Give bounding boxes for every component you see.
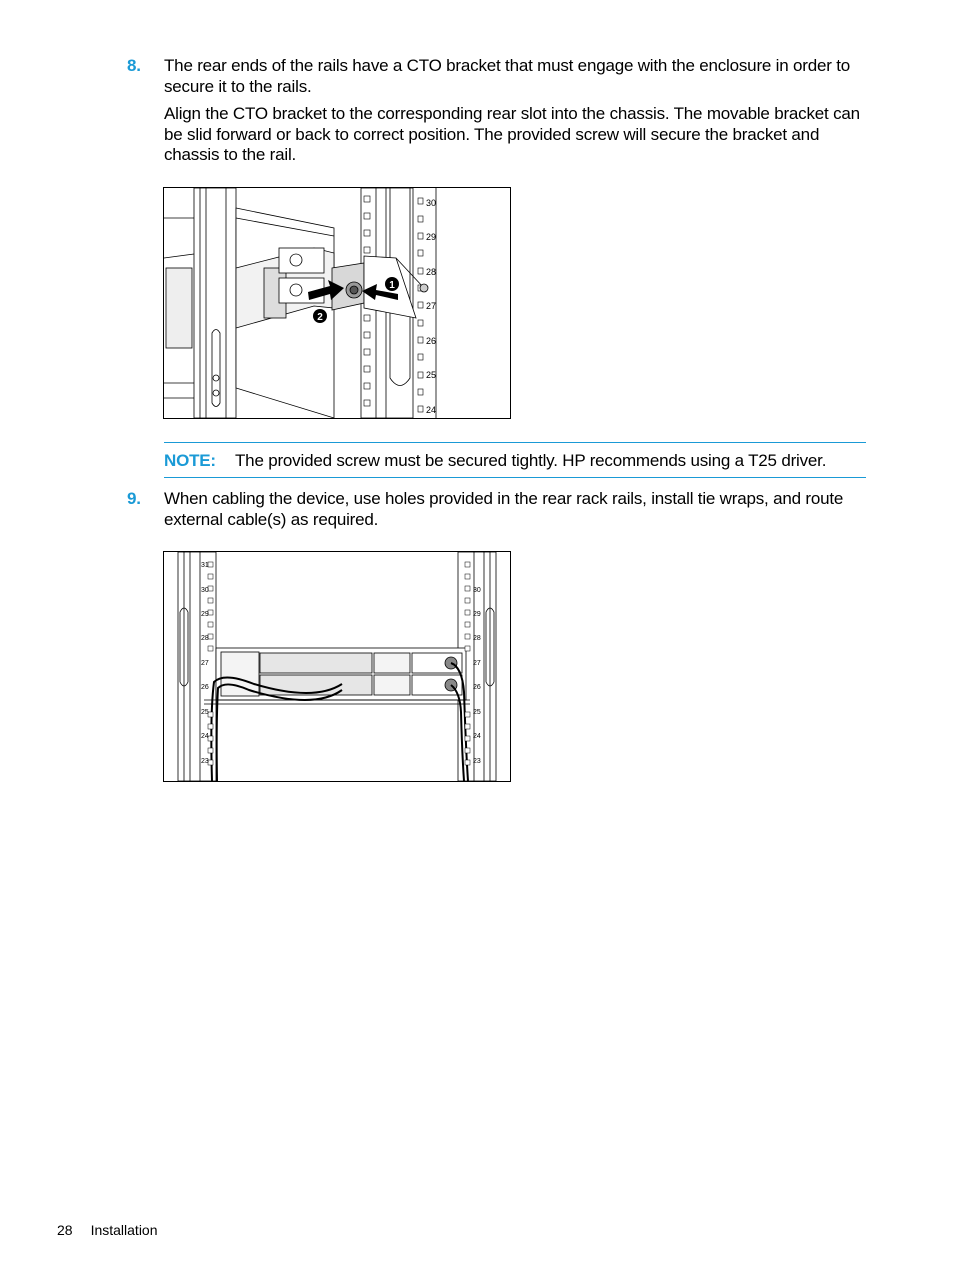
- step-9: [127, 489, 872, 530]
- cto-bracket-figure: [163, 187, 511, 419]
- rack-unit-label: 24: [201, 733, 209, 740]
- rack-unit-label: 30: [201, 587, 209, 594]
- note-label: NOTE:: [164, 451, 216, 470]
- rack-unit-label: 30: [426, 198, 437, 208]
- step-text: The rear ends of the rails have a CTO bracket that must engage with the enclosure in order to secure it to the rails.: [164, 56, 851, 96]
- section-name: Installation: [90, 1222, 158, 1238]
- rack-unit-label: 23: [473, 758, 481, 765]
- rack-unit-label: 24: [473, 733, 481, 740]
- cto-bracket-illustration: [164, 188, 510, 418]
- step-8-detail: Align the CTO bracket to the corresponding rear slot into the chassis. The movable bracket can be slid forward or back to correct position. The provided screw will secure the bracket and chassis to the rail.: [164, 104, 860, 164]
- step-8: [127, 56, 872, 97]
- rack-unit-label: 24: [426, 405, 437, 415]
- rack-unit-label: 29: [473, 611, 481, 618]
- rack-unit-label: 26: [473, 684, 481, 691]
- rack-unit-label: 25: [201, 709, 209, 716]
- callout-1-label: 1: [389, 280, 395, 291]
- rack-unit-label: 29: [201, 611, 209, 618]
- step-text: When cabling the device, use holes provided in the rear rack rails, install tie wraps, and route external cable(s) as required.: [164, 489, 844, 529]
- rack-unit-label: 25: [473, 709, 481, 716]
- step-number: 8.: [127, 56, 141, 75]
- rack-unit-label: 31: [201, 562, 209, 569]
- rack-unit-label: 26: [201, 684, 209, 691]
- rack-unit-label: 27: [473, 660, 481, 667]
- cabling-figure: [163, 551, 511, 782]
- note-text: The provided screw must be secured tightly. HP recommends using a T25 driver.: [235, 451, 827, 470]
- rack-unit-label: 25: [426, 370, 437, 380]
- callout-2-label: 2: [317, 312, 323, 323]
- rack-unit-label: 28: [201, 635, 209, 642]
- rack-unit-label: 29: [426, 232, 437, 242]
- page-number: 28: [57, 1222, 73, 1238]
- page-footer: [57, 1222, 158, 1238]
- rack-unit-label: 28: [426, 267, 437, 277]
- note-box: [164, 442, 866, 478]
- rack-unit-label: 30: [473, 587, 481, 594]
- rack-unit-label: 27: [201, 660, 209, 667]
- step-number: 9.: [127, 489, 141, 508]
- rack-unit-label: 23: [201, 758, 209, 765]
- cabling-illustration: [164, 552, 510, 781]
- rack-unit-label: 28: [473, 635, 481, 642]
- rack-unit-label: 27: [426, 301, 437, 311]
- rack-unit-label: 26: [426, 336, 437, 346]
